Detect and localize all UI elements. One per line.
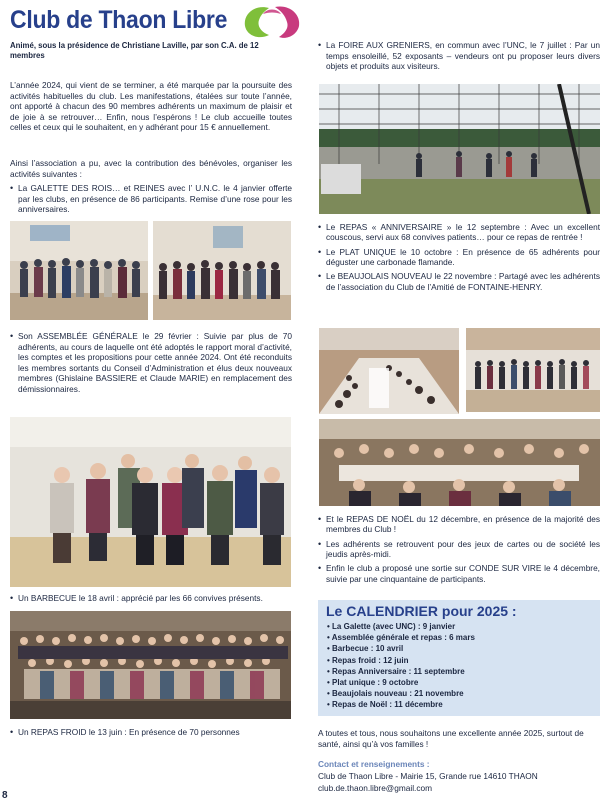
list-item: • La FOIRE AUX GRENIERS, en commun avec l’UNC, le 7 juillet : Par un temps ensoleillé, 52 exposants – vendeurs ont pu proposer leurs divers objets et produits aux visiteurs. (318, 40, 600, 72)
list-item: • Enfin le club a proposé une sortie sur CONDE SUR VIRE le 4 décembre, suivie par une cinquantaine de participants. (318, 563, 600, 584)
calendar-item: • Assemblée générale et repas : 6 mars (327, 632, 475, 643)
page-subtitle: Animé, sous la présidence de Christiane Laville, par son C.A. de 12 membres (10, 41, 259, 60)
list-item: • Un BARBECUE le 18 avril : apprécié par les 66 convives présents. (10, 593, 292, 604)
galette-item-list (10, 183, 292, 215)
calendar-item: • Plat unique : 9 octobre (327, 677, 475, 688)
calendar-item: • Repas froid : 12 juin (327, 655, 475, 666)
contact-title: Contact et renseignements : (318, 759, 430, 769)
list-item: • Le REPAS « ANNIVERSAIRE » le 12 septembre : Avec un excellent couscous, servi aux 68 convives patients… pour ce repas de rentrée ! (318, 222, 600, 243)
page-number: 8 (2, 790, 8, 801)
right-events-list-2 (318, 514, 600, 584)
assemblee-photo (10, 417, 291, 587)
calendar-item: • Beaujolais nouveau : 21 novembre (327, 688, 475, 699)
barbecue-photo (10, 611, 291, 719)
calendar-box (318, 600, 600, 716)
calendar-item: • La Galette (avec UNC) : 9 janvier (327, 621, 475, 632)
list-item: • Son ASSEMBLÉE GÉNÉRALE le 29 février : Suivie par plus de 70 adhérents, au cours de laquelle ont été adoptés le rapport moral d’activité, les comptes et les propositions pour cette année 2024. Ont été reconduits les membres sortants du Conseil d’Administration et élus deux nouveaux membres (Ghislaine BASSIERE et Claude MARIE) en remplacement des démissionnaires. (10, 331, 292, 395)
page-title: Club de Thaon Libre (10, 6, 228, 34)
foire-photo (319, 84, 600, 214)
list-item: • La GALETTE DES ROIS… et REINES avec l’ U.N.C. le 4 janvier offerte par les clubs, en présence de 86 participants. Remise d’une rose pour les anniversaires. (10, 183, 292, 215)
galette-photo-1 (10, 221, 148, 320)
foire-item-list (318, 40, 600, 72)
contact-email-link[interactable]: club.de.thaon.libre@gmail.com (318, 783, 433, 793)
club-logo (239, 2, 305, 42)
calendar-title: Le CALENDRIER pour 2025 : (326, 603, 517, 619)
calendar-list (327, 621, 475, 711)
repas-froid-item-list (10, 727, 292, 738)
list-item: • Un REPAS FROID le 13 juin : En présence de 70 personnes (10, 727, 292, 738)
list-item: • Le BEAUJOLAIS NOUVEAU le 22 novembre : Partagé avec les adhérents de l’association du Club de l’Amitié de FONTAINE-HENRY. (318, 271, 600, 292)
repas-photo-2 (466, 328, 600, 412)
barbecue-item-list (10, 593, 292, 604)
repas-photo-1 (319, 328, 459, 414)
list-item: • Et le REPAS DE NOËL du 12 décembre, en présence de la majorité des membres du Club ! (318, 514, 600, 535)
contact-address: Club de Thaon Libre - Mairie 15, Grande rue 14610 THAON (318, 771, 538, 781)
closing-wishes: A toutes et tous, nous souhaitons une excellente année 2025, surtout de santé, ainsi qu’à vos familles ! (318, 728, 584, 749)
right-events-list-1 (318, 222, 600, 292)
calendar-item: • Repas de Noël : 11 décembre (327, 699, 475, 710)
list-item: • Les adhérents se retrouvent pour des jeux de cartes ou de société les jeudis après-midi. (318, 539, 600, 560)
noel-photo (319, 419, 600, 506)
calendar-item: • Repas Anniversaire : 11 septembre (327, 666, 475, 677)
assemblee-item-list (10, 331, 292, 395)
galette-photo-2 (153, 221, 291, 320)
intro-paragraph: L’année 2024, qui vient de se terminer, a été marquée par la poursuite des activités habituelles du club. Les manifestations, étalées sur toute l’année, ont apporté à chacun des 90 membres adhérents un maximum de plaisir et de joie à se retrouver… Enfin, nous l’espérons ! Le club accueille toutes celles et ceux qui le souhaitent, en y adhérant pour 15 € annuellement. (10, 80, 292, 133)
intro-lead: Ainsi l’association a pu, avec la contribution des bénévoles, organiser les activités suivantes : (10, 158, 292, 179)
list-item: • Le PLAT UNIQUE le 10 octobre : En présence de 65 adhérents pour déguster une carbonade flamande. (318, 247, 600, 268)
calendar-item: • Barbecue : 10 avril (327, 643, 475, 654)
